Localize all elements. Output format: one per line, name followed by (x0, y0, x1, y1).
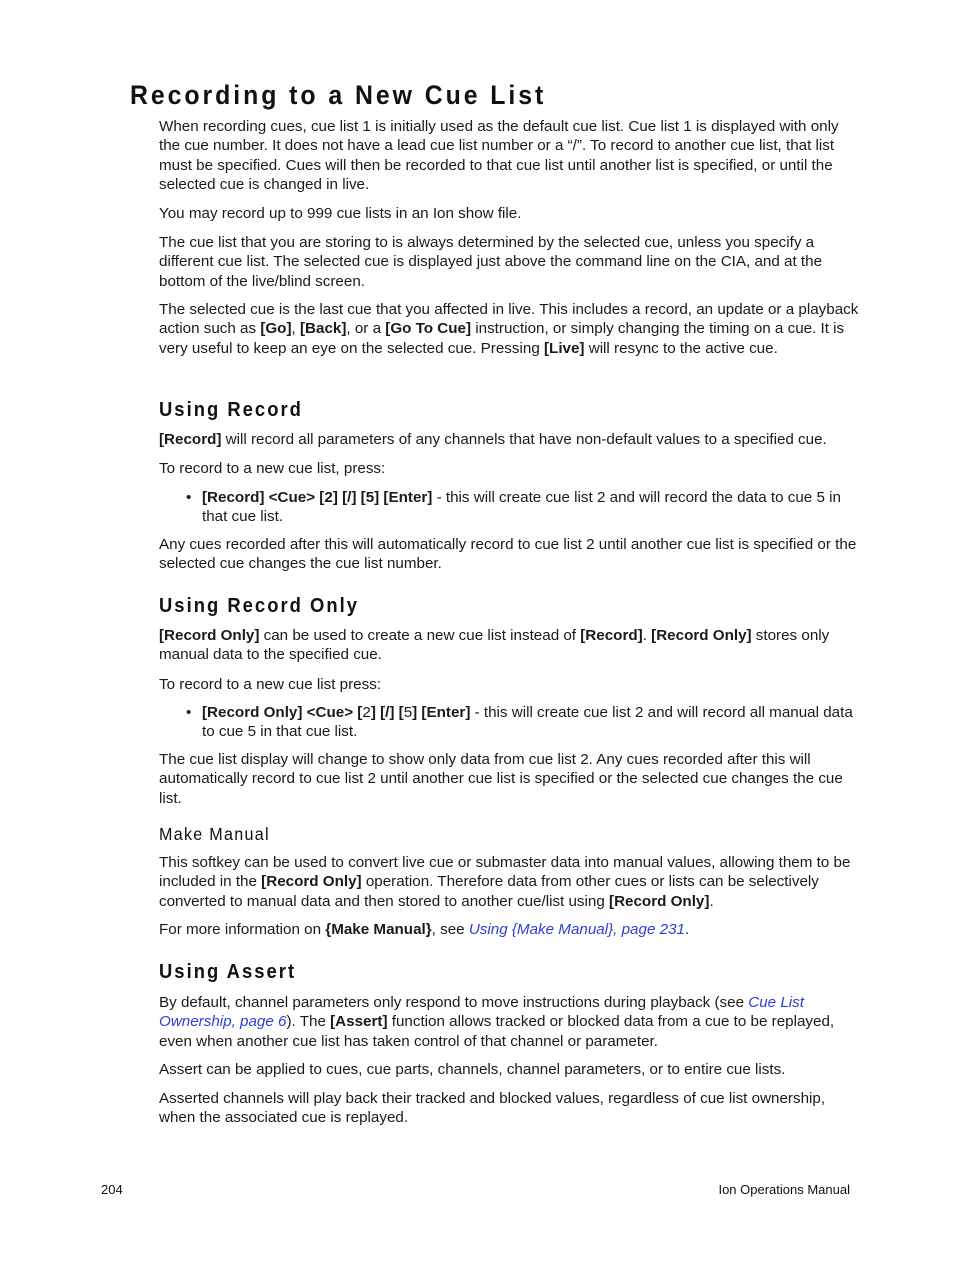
text-run: , (291, 320, 300, 338)
key-sequence: [Record Only] <Cue> [ (202, 704, 363, 721)
text-run: . (684, 921, 690, 938)
key-record-only: [Record Only] (609, 892, 710, 910)
key-go: [Go] (260, 320, 292, 338)
text-run: , or a (346, 320, 386, 338)
key-assert: [Assert] (330, 1013, 388, 1031)
subsection-heading-make-manual: Make Manual (159, 824, 270, 844)
section-heading-using-assert: Using Assert (159, 961, 297, 983)
text-run: stores only manual data to the specified cue. (159, 627, 830, 664)
key-live: [Live] (543, 339, 585, 357)
key-sequence: ] [Enter] (412, 704, 471, 721)
using-record-only-paragraph-2: To record to a new cue list press: (159, 676, 382, 693)
text-run: . (709, 892, 714, 910)
key-back: [Back] (299, 320, 347, 338)
text-run: , see (431, 921, 469, 938)
section-heading-using-record: Using Record (159, 399, 303, 421)
intro-paragraph-4 (159, 300, 859, 358)
cross-reference-link[interactable]: Using {Make Manual}, page 231 (468, 921, 685, 938)
text-run: The selected cue is the last cue that you affected in live. This includes a record, an update or a playback action such as (159, 301, 859, 338)
using-assert-paragraph-1 (159, 993, 859, 1051)
text-run: will resync to the active cue. (584, 339, 778, 357)
intro-paragraph-3: The cue list that you are storing to is always determined by the selected cue, unless you specify a different cue list. The selected cue is displayed just above the command line on the CIA, and at the bottom of the live/blind screen. (159, 234, 823, 290)
text-run: will record all parameters of any channels that have non-default values to a specified cue. (221, 431, 827, 448)
text-run: This softkey can be used to convert live cue or submaster data into manual values, allowing them to be included in the (159, 854, 851, 891)
softkey-make-manual: {Make Manual} (325, 921, 432, 938)
text-run: can be used to create a new cue list instead of (259, 627, 581, 644)
using-record-paragraph-1 (159, 430, 859, 449)
using-assert-paragraph-2: Assert can be applied to cues, cue parts, channels, channel parameters, or to entire cue lists. (159, 1061, 786, 1078)
text-run: - this will create cue list 2 and will record the data to cue 5 in that cue list. (202, 489, 841, 526)
text-run: 2 (362, 704, 371, 721)
key-record: [Record] (159, 431, 222, 448)
text-run: - this will create cue list 2 and will record all manual data to cue 5 in that cue list. (202, 704, 853, 741)
key-sequence: ] [/] [ (370, 704, 404, 721)
key-record-only: [Record Only] (159, 627, 260, 644)
key-sequence: [Record] <Cue> [2] [/] [5] [Enter] (202, 489, 433, 506)
intro-paragraph-2: You may record up to 999 cue lists in an Ion show file. (159, 205, 522, 222)
manual-title: Ion Operations Manual (718, 1182, 850, 1197)
key-record-only: [Record Only] (651, 627, 752, 644)
using-record-paragraph-2: To record to a new cue list, press: (159, 460, 386, 477)
key-go-to-cue: [Go To Cue] (385, 320, 472, 338)
make-manual-paragraph-1 (159, 853, 859, 911)
using-record-only-paragraph-3: The cue list display will change to show only data from cue list 2. Any cues recorded after this will automatically record to cue list 2 until another cue list is specified or the selected cue changes the cue list. (159, 751, 843, 807)
make-manual-paragraph-2 (159, 920, 859, 939)
key-record-only: [Record Only] (261, 873, 362, 891)
using-assert-paragraph-3: Asserted channels will play back their tracked and blocked values, regardless of cue list ownership, when the associated cue is replayed. (159, 1090, 826, 1127)
using-record-only-paragraph-1 (159, 626, 859, 665)
bullet-text (202, 703, 858, 742)
bullet-text (202, 488, 858, 527)
text-run: By default, channel parameters only respond to move instructions during playback (see (159, 994, 749, 1011)
bullet-icon: • (186, 489, 192, 506)
cross-reference-link[interactable]: Cue List Ownership, page 6 (159, 994, 804, 1031)
text-run: 5 (403, 704, 413, 721)
using-record-paragraph-3: Any cues recorded after this will automatically record to cue list 2 until another cue list is specified or the selected cue changes the cue list number. (159, 536, 857, 573)
text-run: instruction, or simply changing the timing on a cue. It is very useful to keep an eye on the selected cue. Pressing (159, 320, 845, 357)
text-run: For more information on (159, 921, 326, 938)
text-run: . (642, 627, 652, 644)
text-run: operation. Therefore data from other cues or lists can be selectively converted to manual data and then stored to another cue/list using (159, 873, 819, 910)
page-title: Recording to a New Cue List (130, 80, 547, 110)
text-run: function allows tracked or blocked data from a cue to be replayed, even when another cue list has taken control of that channel or parameter. (159, 1013, 835, 1050)
intro-paragraph-1: When recording cues, cue list 1 is initially used as the default cue list. Cue list 1 is displayed with only the cue number. It does not have a lead cue list number or a “/”. To record to another cue list, that list must be specified. Cues will then be recorded to that cue list until another list is specified, or until the selected cue is changed in live. (159, 118, 839, 194)
section-heading-using-record-only: Using Record Only (159, 595, 360, 617)
page-number: 204 (101, 1182, 123, 1197)
bullet-icon: • (186, 704, 192, 721)
key-record: [Record] (580, 627, 643, 644)
text-run: ). The (286, 1013, 331, 1031)
